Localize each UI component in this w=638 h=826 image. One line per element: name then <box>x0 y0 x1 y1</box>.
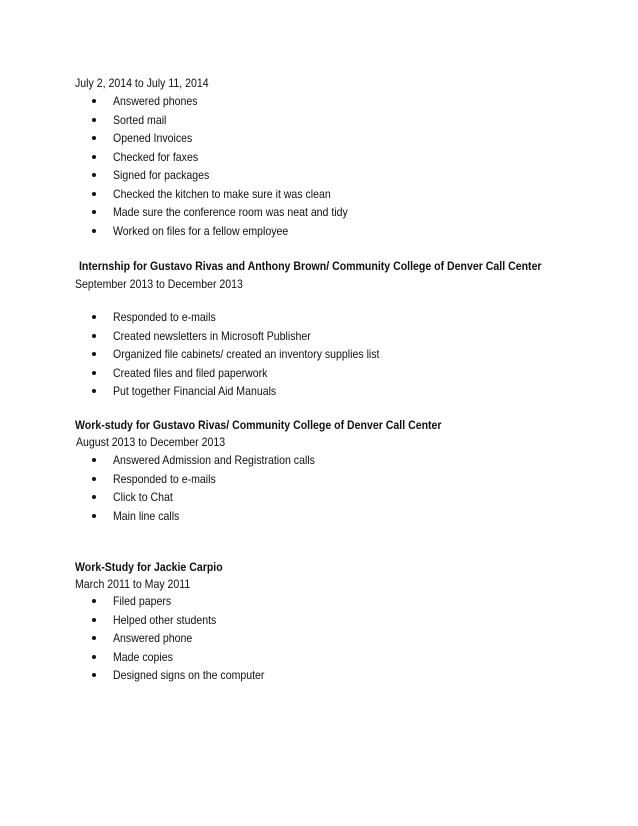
list-item: Responded to e-mails <box>0 472 540 486</box>
bullet-icon <box>92 315 96 319</box>
list-item: Responded to e-mails <box>0 310 540 324</box>
bullet-icon <box>92 655 96 659</box>
list-item: Worked on files for a fellow employee <box>0 224 540 238</box>
bullet-icon <box>92 352 96 356</box>
bullet-icon <box>92 229 96 233</box>
section-1-dates: July 2, 2014 to July 11, 2014 <box>75 76 209 90</box>
bullet-icon <box>92 636 96 640</box>
list-item: Created newsletters in Microsoft Publisher <box>0 329 540 343</box>
bullet-icon <box>92 99 96 103</box>
bullet-icon <box>92 495 96 499</box>
bullet-icon <box>92 118 96 122</box>
list-item: Checked the kitchen to make sure it was clean <box>0 187 540 201</box>
section-3-dates: August 2013 to December 2013 <box>76 435 226 449</box>
bullet-icon <box>92 136 96 140</box>
list-item: Filed papers <box>0 594 540 608</box>
bullet-icon <box>92 477 96 481</box>
bullet-icon <box>92 599 96 603</box>
bullet-icon <box>92 192 96 196</box>
bullet-icon <box>92 173 96 177</box>
list-item: Put together Financial Aid Manuals <box>0 384 540 398</box>
list-item: Signed for packages <box>0 168 540 182</box>
bullet-icon <box>92 458 96 462</box>
bullet-icon <box>92 210 96 214</box>
section-2-dates: September 2013 to December 2013 <box>75 277 243 291</box>
list-item: Sorted mail <box>0 113 540 127</box>
bullet-icon <box>92 514 96 518</box>
bullet-icon <box>92 334 96 338</box>
list-item: Opened Invoices <box>0 131 540 145</box>
list-item: Click to Chat <box>0 490 540 504</box>
section-3-heading: Work-study for Gustavo Rivas/ Community College of Denver Call Center <box>75 418 442 432</box>
list-item: Answered Admission and Registration calls <box>0 453 540 467</box>
bullet-icon <box>92 673 96 677</box>
bullet-icon <box>92 371 96 375</box>
list-item: Created files and filed paperwork <box>0 366 540 380</box>
list-item: Designed signs on the computer <box>0 668 540 682</box>
bullet-icon <box>92 389 96 393</box>
bullet-icon <box>92 155 96 159</box>
list-item: Answered phone <box>0 631 540 645</box>
section-4-heading: Work-Study for Jackie Carpio <box>75 560 223 574</box>
list-item: Answered phones <box>0 94 540 108</box>
list-item: Organized file cabinets/ created an inventory supplies list <box>0 347 540 361</box>
list-item: Made copies <box>0 650 540 664</box>
section-4-dates: March 2011 to May 2011 <box>75 577 191 591</box>
list-item: Main line calls <box>0 509 540 523</box>
list-item: Helped other students <box>0 613 540 627</box>
bullet-icon <box>92 618 96 622</box>
list-item: Made sure the conference room was neat and tidy <box>0 205 540 219</box>
list-item: Checked for faxes <box>0 150 540 164</box>
section-2-heading: Internship for Gustavo Rivas and Anthony Brown/ Community College of Denver Call Center <box>79 259 542 273</box>
